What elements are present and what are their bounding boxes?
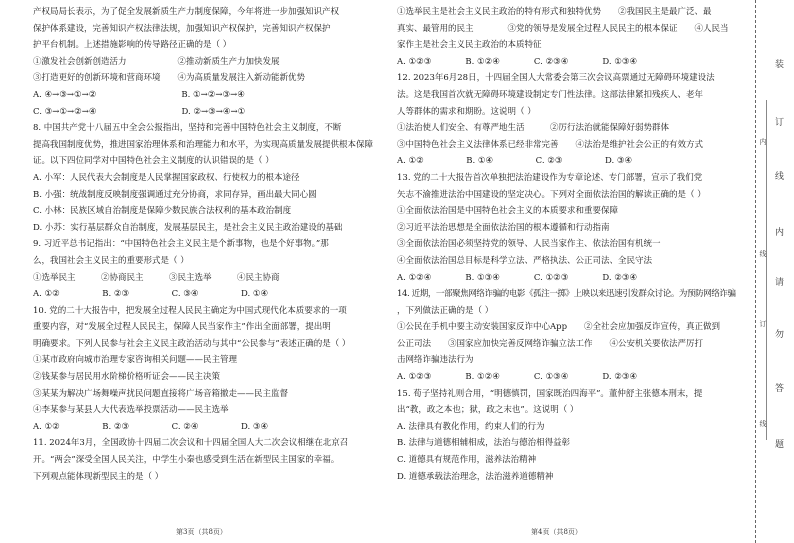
text-line: 提高我国制度优势，推进国家治理体系和治理能力和水平，为实现高质量发展提供根本保障 <box>33 139 374 150</box>
binding-inner-line <box>766 100 767 440</box>
left-page-footer: 第3页（共8页） <box>176 528 227 536</box>
right-page-footer: 第4页（共8页） <box>531 528 582 536</box>
text-line: ，下列做法正确的是（ ） <box>397 305 494 316</box>
binding-char: 勿 <box>775 330 785 340</box>
text-line: 保护体系建设，完善知识产权法律法规，加强知识产权保护，完善知识产权保护 <box>33 23 331 34</box>
binding-char: 订 <box>775 118 785 128</box>
text-line: ③某某为解决广场舞噪声扰民问题直接将广场音箱撤走——民主监督 <box>33 388 289 399</box>
text-line: ①某市政府向城市治理专家咨询相关问题——民主管理 <box>33 355 238 366</box>
text-line: A. ①②③ B. ①②④ C. ①③④ D. ②③④ <box>397 372 638 383</box>
text-line: 15. 荀子坚持礼则合用，“明德慎罚，国家既治四海平”。董仲舒主张德本刑末，提 <box>397 388 703 399</box>
text-line: 法。这是我国首次就无障碍环境建设制定专门性法律。这部法律紧扣残疾人、老年 <box>397 89 704 100</box>
text-line: 击网络诈骗违法行为 <box>397 355 474 366</box>
text-line: C. 道德具有规范作用，滋养法治精神 <box>397 455 537 466</box>
text-line: ①全面依法治国是中国特色社会主义的本质要求和重要保障 <box>397 206 619 217</box>
binding-inner-char: 线 <box>759 250 767 257</box>
text-line: ④全面依法治国总目标是科学立法、严格执法、公正司法、全民守法 <box>397 255 653 266</box>
text-line: ②习近平法治思想是全面依法治国的根本遵循和行动指南 <box>397 222 610 233</box>
text-line: D. 道德承载法治理念，法治滋养道德精神 <box>397 471 554 482</box>
text-line: B. 小强：统战制度反映制度强调通过充分协商，求同存异，画出最大同心圆 <box>33 189 317 200</box>
text-line: 8. 中国共产党十八届五中全会公报指出，坚持和完善中国特色社会主义制度，不断 <box>33 123 342 134</box>
text-line: 出“教，政之本也；狱，政之末也”。这说明（ ） <box>397 405 579 416</box>
right-page-column <box>397 4 742 485</box>
text-line: ③中国特色社会主义法律体系已经非常完善 ④法治是维护社会公正的有效方式 <box>397 139 704 150</box>
text-line: 10. 党的二十大报告中，把发展全过程人民民主确定为中国式现代化本质要求的一项 <box>33 305 347 316</box>
text-line: 下列观点能体现新型民主的是（ ） <box>33 471 164 482</box>
binding-char: 答 <box>775 384 785 394</box>
binding-char: 内 <box>775 228 785 238</box>
text-line: ①法治使人们安全、有尊严地生活 ②厉行法治就能保障好弱势群体 <box>397 123 670 134</box>
binding-char: 线 <box>775 172 785 182</box>
text-line: 真实、最管用的民主 ③党的领导是发展全过程人民民主的根本保证 ④人民当 <box>397 23 729 34</box>
text-line: ①选举民主 ②协商民主 ③民主选举 ④民主协商 <box>33 272 280 283</box>
text-line: 开。“两会”深受全国人民关注，中学生小秦也感受到生活在新型民主国家的幸福。 <box>33 455 340 466</box>
binding-inner-char: 线 <box>759 420 767 427</box>
text-line: 13. 党的二十大报告首次单独把法治建设作为专章论述、专门部署，宣示了我们党 <box>397 172 703 183</box>
text-line: A. ①②④ B. ①③④ C. ①②③ D. ②③④ <box>397 272 638 283</box>
text-line: A. ①② B. ②③ C. ②④ D. ③④ <box>33 421 269 432</box>
binding-char: 请 <box>775 278 785 288</box>
text-line: ①选举民主是社会主义民主政治的特有形式和独特优势 ②我国民主是最广泛、最 <box>397 7 712 17</box>
text-line: A. ④→③→①→② B. ①→②→③→④ <box>33 89 245 100</box>
text-line: A. 法律具有教化作用，约束人们的行为 <box>397 421 545 432</box>
text-line: 护平台机制。上述措施影响的传导路径正确的是（ ） <box>33 40 232 51</box>
binding-char: 题 <box>775 440 785 450</box>
text-line: C. ③→①→②→④ D. ②→③→④→① <box>33 106 246 117</box>
text-line: A. 小军：人民代表大会制度是人民掌握国家政权、行使权力的根本途径 <box>33 172 300 183</box>
text-line: 9. 习近平总书记指出：“中国特色社会主义民主是个新事物，也是个好事物。”那 <box>33 239 329 250</box>
left-page-column <box>33 4 380 485</box>
text-line: ③全面依法治国必须坚持党的领导、人民当家作主、依法治国有机统一 <box>397 239 661 250</box>
text-line: 公正司法 ③国家应加快完善反网络诈骗立法工作 ④公安机关要依法严厉打 <box>397 338 704 349</box>
text-line: A. ①②③ B. ①②④ C. ②③④ D. ①③④ <box>397 56 638 67</box>
text-line: ①公民在手机中要主动安装国家反诈中心App ②全社会应加强反诈宣传，真正做到 <box>397 322 721 333</box>
text-line: 人等群体的需求和期盼。这说明（ ） <box>397 106 536 117</box>
text-line: 12. 2023年6月28日，十四届全国人大常委会第三次会议高票通过无障碍环境建设法 <box>397 73 715 84</box>
binding-margin-text <box>775 0 789 543</box>
text-line: B. 法律与道德相辅相成，法治与德治相得益彰 <box>397 438 571 449</box>
text-line: ④李某参与某县人大代表选举投票活动——民主选举 <box>33 405 229 416</box>
binding-char: 装 <box>775 60 785 70</box>
binding-dashed-line <box>755 0 756 543</box>
text-line: ①激发社会创新创造活力 ②推动新质生产力加快发展 <box>33 56 280 67</box>
text-line: 明确要求。下列人民参与社会主义民主政治活动与其中“公民参与”表述正确的是（ ） <box>33 338 351 349</box>
text-line: 证。以下四位同学对中国特色社会主义制度的认识错误的是（ ） <box>33 156 274 167</box>
text-line: 重要内容，对“发展全过程人民民主，保障人民当家作主”作出全面部署，提出明 <box>33 322 331 333</box>
binding-inner-char: 订 <box>759 320 767 327</box>
text-line: ③打造更好的创新环境和营商环境 ④为高质量发展注入新动能新优势 <box>33 73 306 84</box>
text-line: 11. 2024年3月，全国政协十四届二次会议和十四届全国人大二次会议相继在北京召 <box>33 438 349 449</box>
text-line: A. ①② B. ①④ C. ②③ D. ③④ <box>397 156 633 167</box>
text-line: 产权局局长表示，为了促全发展新质生产力制度保障，今年将进一步加强知识产权 <box>33 7 340 17</box>
text-line: A. ①② B. ②③ C. ③④ D. ①④ <box>33 289 269 300</box>
text-line: D. 小苏：实行基层群众自治制度，发展基层民主，是社会主义民主政治建设的基础 <box>33 222 343 233</box>
binding-inner-char: 内 <box>759 138 767 145</box>
text-line: C. 小林：民族区域自治制度是保障少数民族合法权利的基本政治制度 <box>33 206 292 217</box>
text-line: 矢志不渝推进法治中国建设的坚定决心。下列对全面依法治国的解读正确的是（ ） <box>397 189 706 200</box>
text-line: 14. 近期，一部聚焦网络诈骗的电影《孤注一掷》上映以来迅速引发群众讨论。为预防网络诈骗 <box>397 289 736 300</box>
text-line: 么，我国社会主义民主的重要形式是（ ） <box>33 255 189 266</box>
text-line: ②钱某参与居民用水阶梯价格听证会——民主决策 <box>33 372 221 383</box>
text-line: 家作主是社会主义民主政治的本质特征 <box>397 40 542 51</box>
